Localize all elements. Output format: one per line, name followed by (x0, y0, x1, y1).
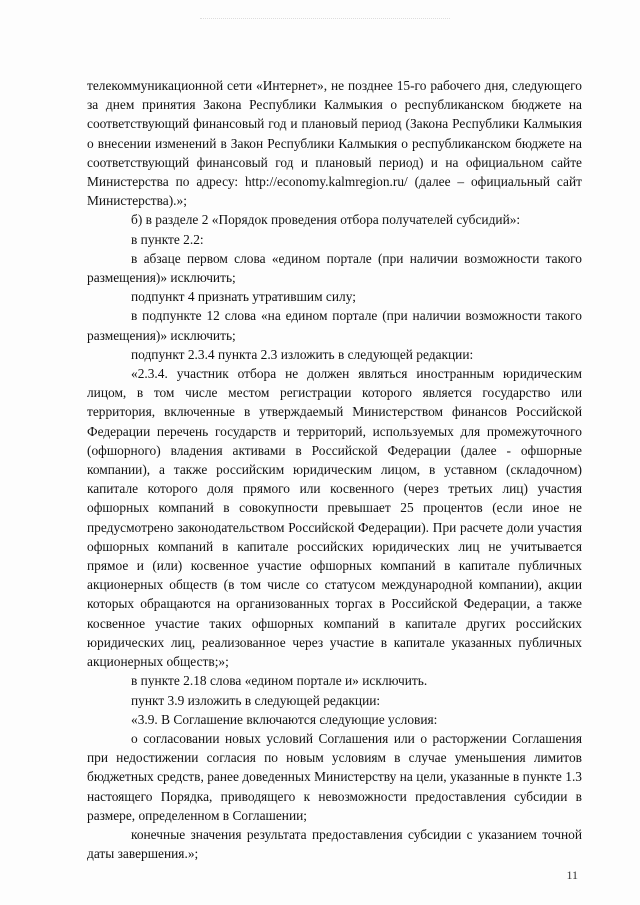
paragraph-6: в подпункте 12 слова «на едином портале (при наличии возможности такого размещения)» исключить; (87, 308, 582, 343)
paragraph-1: телекоммуникационной сети «Интернет», не позднее 15-го рабочего дня, следующего за днем принятия Закона Республики Калмыкия о республиканском бюджете на соответствующий финансовый год и плановый период (Закона Республики Калмыкия о внесении изменений в Закон Республики Калмыкия о республиканском бюджете на соответствующий финансовый год и плановый период) и на официальном сайте Министерства по адресу: http://economy.kalmregion.ru/ (далее – официальный сайт Министерства).»; (87, 78, 582, 209)
paragraph-2: б) в разделе 2 «Порядок проведения отбора получателей субсидий»: (131, 212, 521, 228)
body-text (87, 76, 582, 863)
page-number: 11 (566, 868, 578, 882)
paragraph-10: пункт 3.9 изложить в следующей редакции: (131, 692, 381, 708)
paragraph-9: в пункте 2.18 слова «едином портале и» исключить. (131, 673, 428, 689)
paragraph-7: подпункт 2.3.4 пункта 2.3 изложить в следующей редакции: (131, 346, 474, 362)
paragraph-13: конечные значения результата предоставления субсидии с указанием точной даты завершения.»; (87, 826, 582, 862)
paragraph-4: в абзаце первом слова «едином портале (при наличии возможности такого размещения)» исключить; (87, 250, 582, 286)
paragraph-3: в пункте 2.2: (131, 231, 204, 247)
paragraph-8: «2.3.4. участник отбора не должен являться иностранным юридическим лицом, в том числе местом регистрации которого является государство или территория, включенные в утверждаемый Министерством финансов Российской Федерации перечень государств и территорий, используемых для промежуточного (офшорного) владения активами в Российской Федерации (далее - офшорные компании), а также российским юридическим лицом, в уставном (складочном) капитале которого доля прямого или косвенного (через третьих лиц) участия офшорных компаний в совокупности превышает 25 процентов (если иное не предусмотрено законодательством Российской Федерации). При расчете доли участия офшорных компаний в капитале российских юридических лиц не учитывается прямое и (или) косвенное участие офшорных компаний в капитале публичных акционерных обществ (в том числе со статусом международной компании), акции которых обращаются на организованных торгах в Российской Федерации, а также косвенное участие таких офшорных компаний в капитале других российских юридических лиц, реализованное через участие в капитале указанных публичных акционерных обществ;»; (87, 366, 582, 670)
paragraph-12: о согласовании новых условий Соглашения или о расторжении Соглашения при недостижении согласия по новым условиям в случае уменьшения лимитов бюджетных средств, ранее доведенных Министерству на цели, указанные в пункте 1.3 настоящего Порядка, приводящего к невозможности предоставления субсидии в размере, определенном в Соглашении; (87, 730, 582, 823)
paragraph-5: подпункт 4 признать утратившим силу; (131, 289, 356, 305)
scan-artifact (200, 18, 450, 21)
paragraph-11: «3.9. В Соглашение включаются следующие условия: (131, 711, 438, 727)
